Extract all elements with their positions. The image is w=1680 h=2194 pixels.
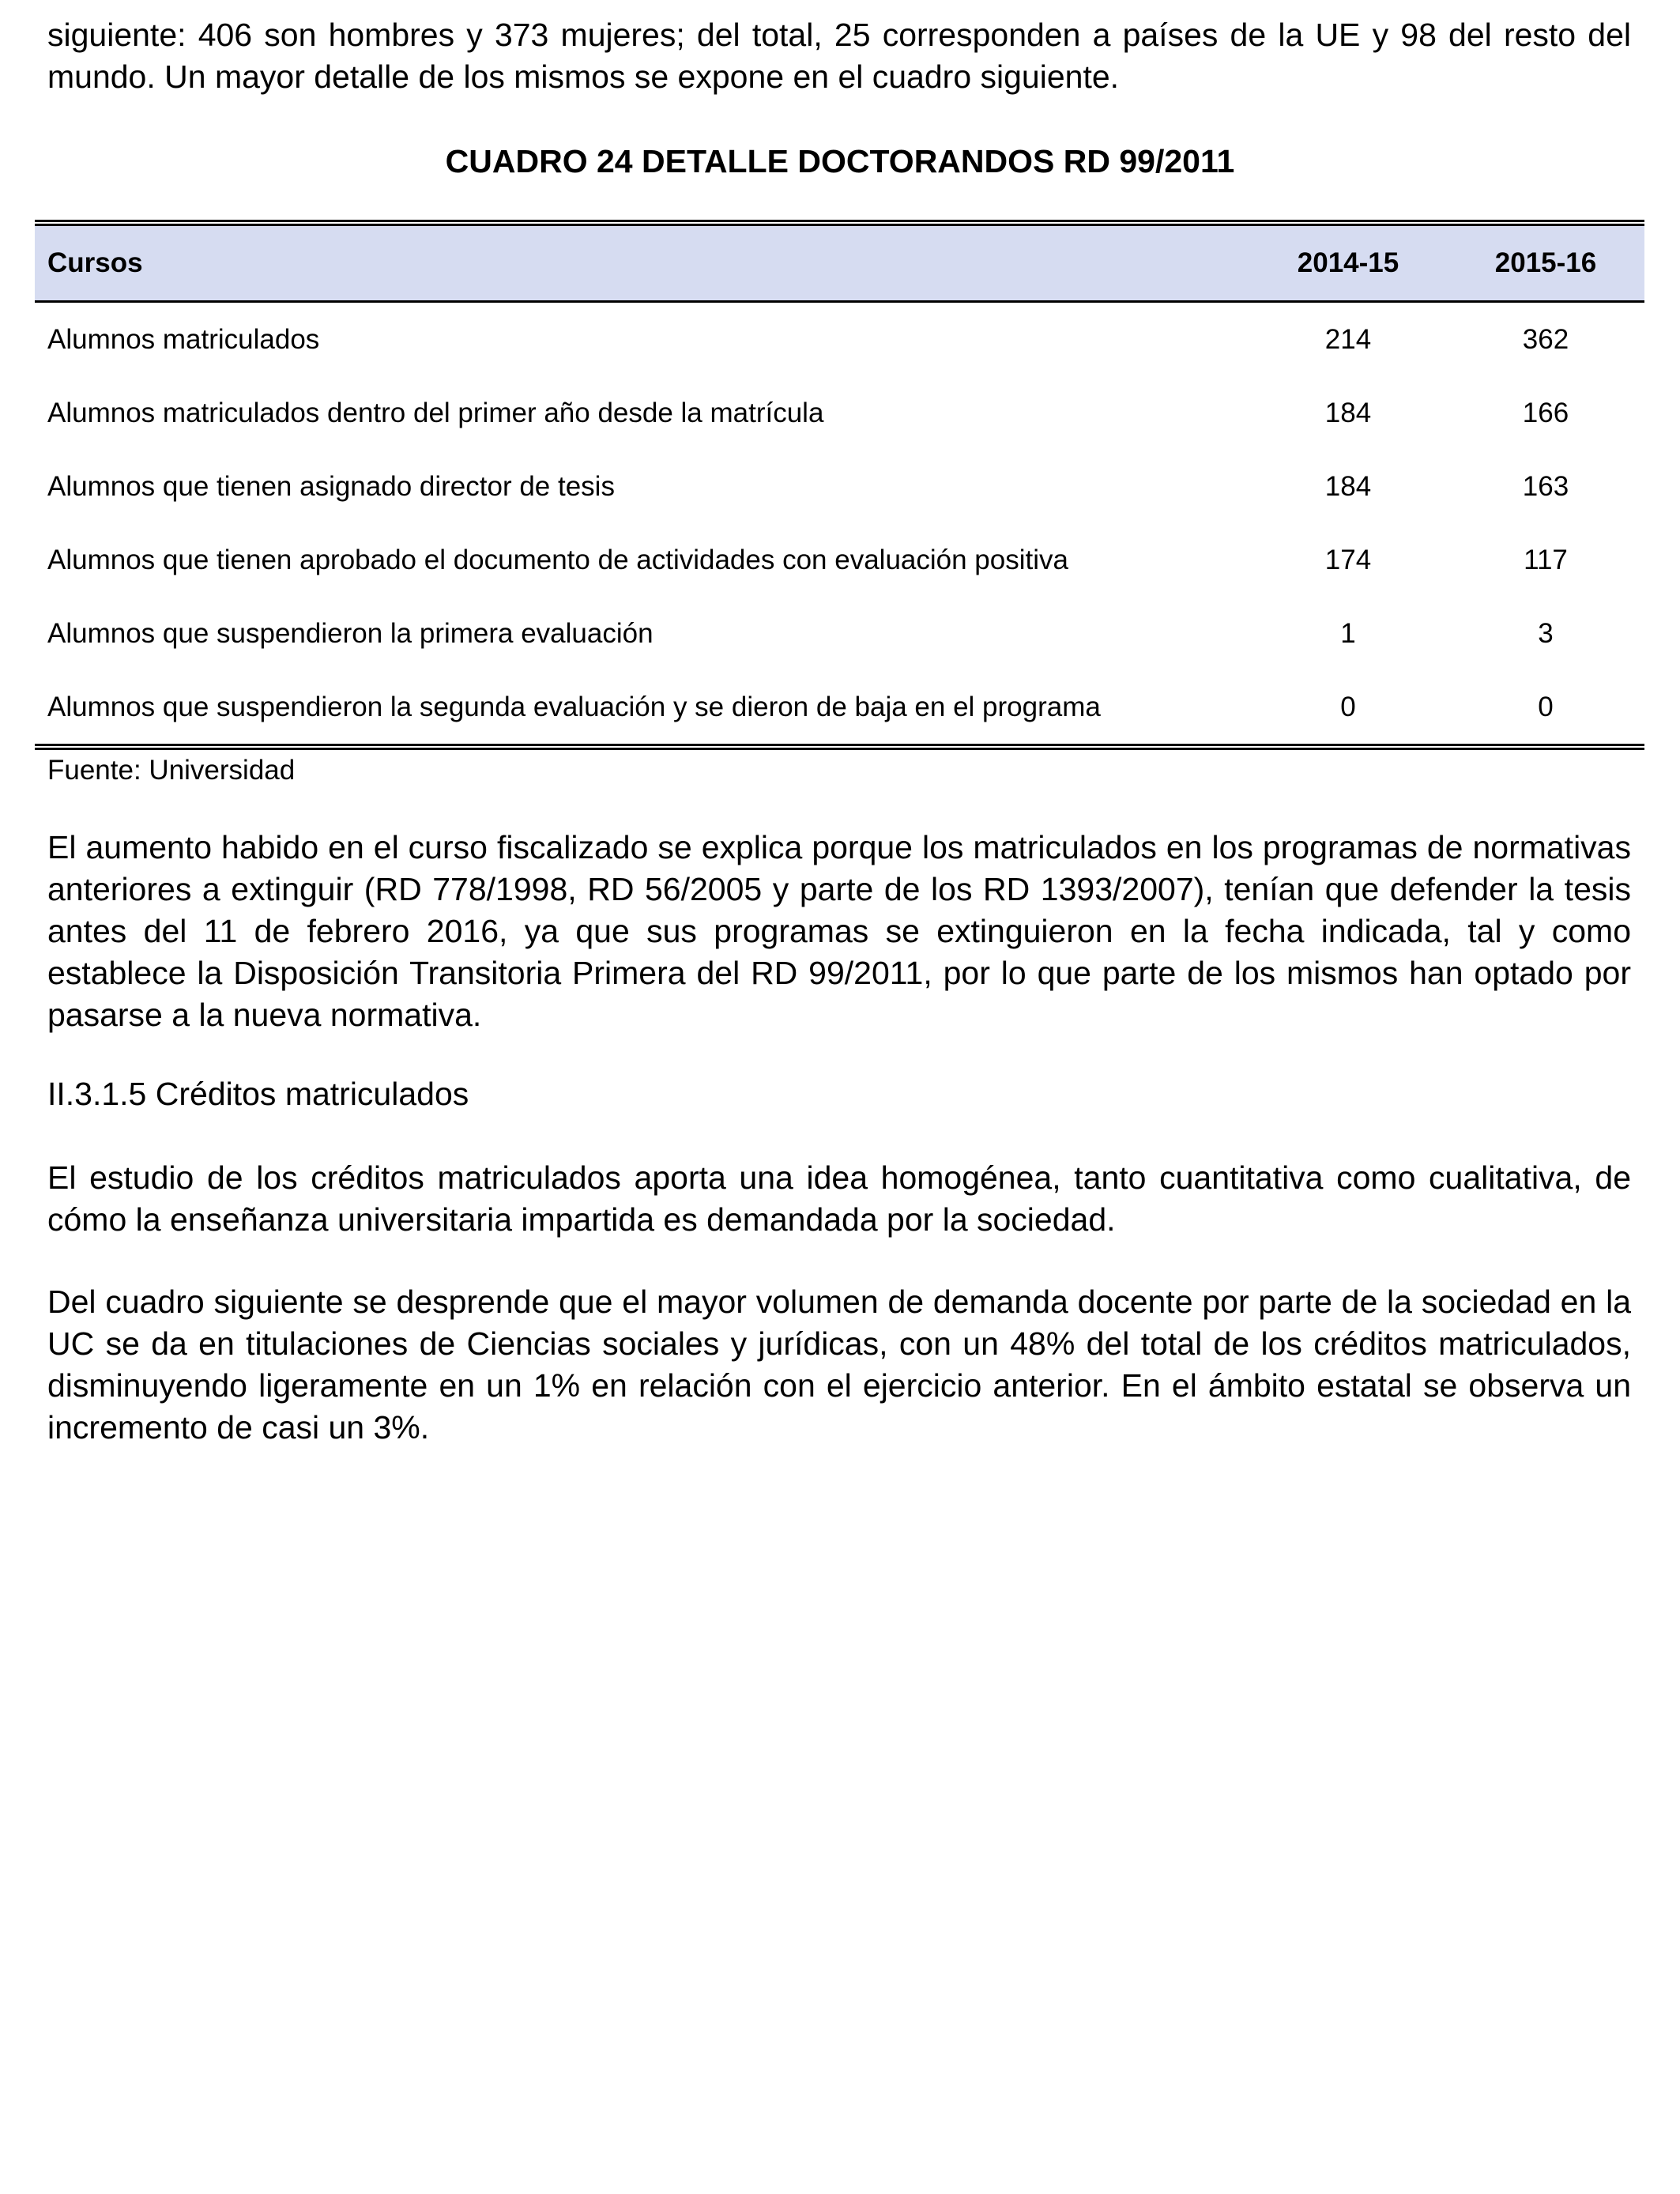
row-value-2014-15: 214 [1324, 323, 1372, 355]
row-value-2015-16: 166 [1522, 397, 1569, 428]
paragraph-2: El estudio de los créditos matriculados aporta una idea homogénea, tanto cuantitativa como cualitativa, de cómo la enseñanza universitaria impartida es demandada por la sociedad. [47, 1159, 1631, 1238]
table-top-rule [35, 220, 1644, 226]
table-bottom-rule [35, 744, 1644, 750]
row-label: Alumnos que tienen asignado director de tesis [47, 470, 615, 502]
row-value-2015-16: 362 [1522, 323, 1569, 355]
row-label: Alumnos matriculados dentro del primer año desde la matrícula [47, 397, 824, 428]
row-value-2015-16: 117 [1524, 544, 1568, 575]
table-row [35, 523, 1644, 597]
section-heading: II.3.1.5 Créditos matriculados [47, 1076, 469, 1112]
table-source: Fuente: Universidad [47, 755, 296, 786]
table-row [35, 450, 1644, 523]
intro-paragraph: siguiente: 406 son hombres y 373 mujeres; del total, 25 corresponden a países de la UE y 98 del resto del mundo. Un mayor detalle de los mismos se expone en el cuadro siguiente. [47, 17, 1631, 95]
header-cursos: Cursos [47, 247, 143, 278]
row-value-2015-16: 163 [1522, 470, 1569, 502]
table-row [35, 670, 1644, 744]
row-value-2014-15: 0 [1340, 691, 1356, 722]
paragraph-3: Del cuadro siguiente se desprende que el mayor volumen de demanda docente por parte de la sociedad en la UC se da en titulaciones de Ciencias sociales y jurídicas, con un 48% del total de los créditos matriculados, disminuyendo ligeramente en un 1% en relación con el ejercicio anterior. En el ámbito estatal se observa un incremento de casi un 3%. [47, 1284, 1631, 1446]
row-label: Alumnos que tienen aprobado el documento de actividades con evaluación positiva [47, 544, 1068, 575]
header-2014-15: 2014-15 [1297, 247, 1399, 278]
row-value-2014-15: 1 [1340, 617, 1356, 649]
row-value-2014-15: 174 [1324, 544, 1372, 575]
table-title: CUADRO 24 DETALLE DOCTORANDOS RD 99/2011 [445, 143, 1235, 179]
table-row [35, 597, 1644, 670]
row-label: Alumnos que suspendieron la primera evaluación [47, 617, 654, 649]
row-value-2014-15: 184 [1324, 470, 1372, 502]
table-header-row [35, 226, 1644, 303]
header-2015-16: 2015-16 [1494, 247, 1597, 278]
paragraph-1: El aumento habido en el curso fiscalizado se explica porque los matriculados en los programas de normativas anteriores a extinguir (RD 778/1998, RD 56/2005 y parte de los RD 1393/2007), tenían que defender la tesis antes del 11 de febrero 2016, ya que sus programas se extinguieron en la fecha indicada, tal y como establece la Disposición Transitoria Primera del RD 99/2011, por lo que parte de los mismos han optado por pasarse a la nueva normativa. [47, 829, 1631, 1033]
row-value-2014-15: 184 [1324, 397, 1372, 428]
doctorandos-table [35, 220, 1644, 750]
row-label: Alumnos matriculados [47, 323, 320, 355]
row-value-2015-16: 3 [1538, 617, 1554, 649]
row-value-2015-16: 0 [1538, 691, 1554, 722]
table-row [35, 376, 1644, 450]
table-row [35, 303, 1644, 376]
row-label: Alumnos que suspendieron la segunda evaluación y se dieron de baja en el programa [47, 691, 1101, 722]
